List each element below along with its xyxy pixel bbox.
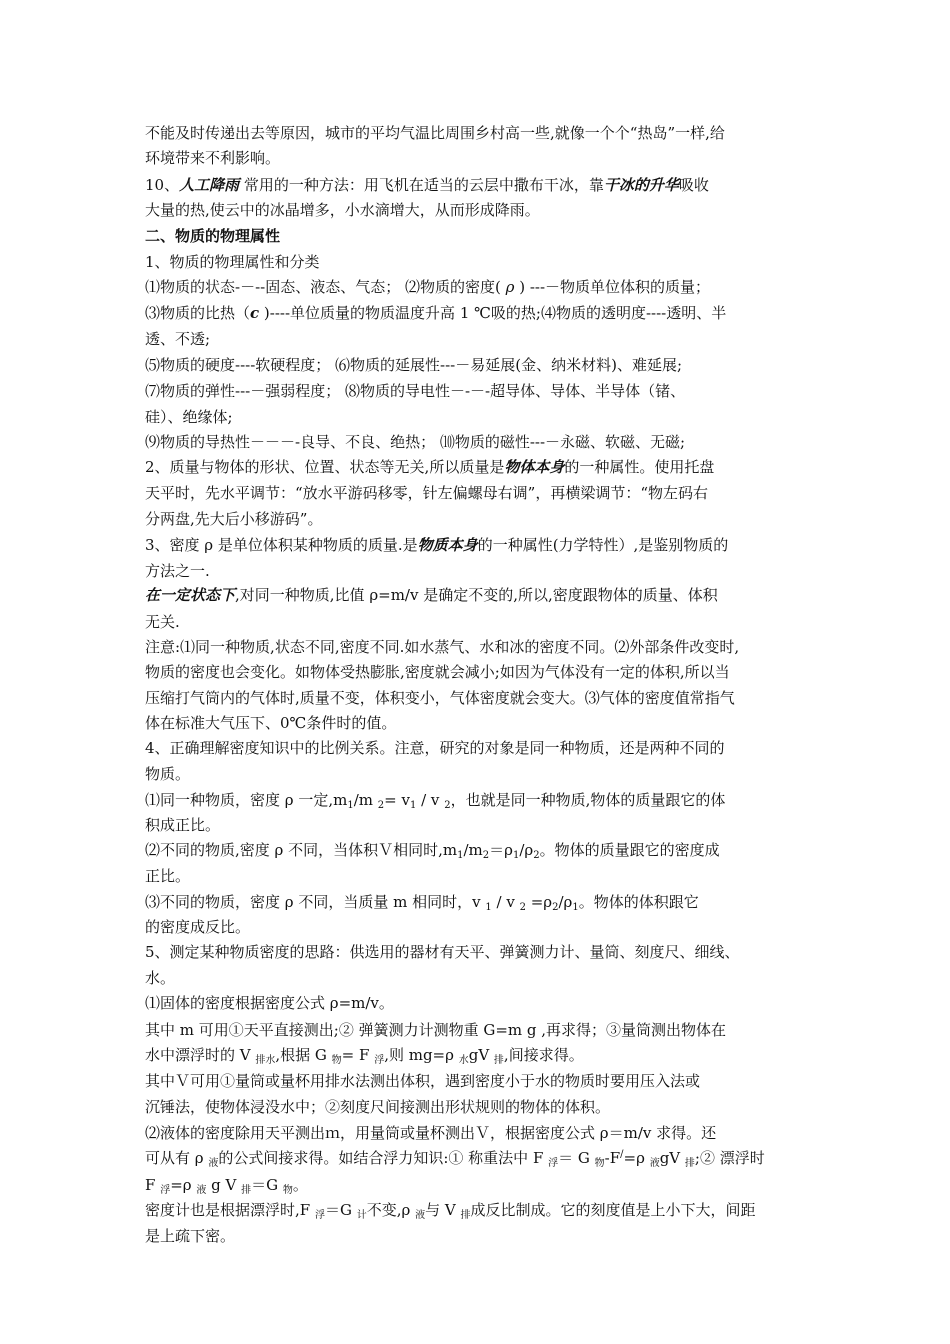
text-segment: ⑶物质的比热（ xyxy=(145,304,251,322)
text-segment: 物体本身 xyxy=(504,458,565,476)
text-segment: 。物体的体积跟它 xyxy=(578,893,699,911)
text-segment: 2 xyxy=(444,800,451,811)
text-line xyxy=(145,509,322,529)
text-segment: 不能及时传递出去等原因，城市的平均气温比周围乡村高一些,就像一个个“热岛”一样,给 xyxy=(145,124,725,142)
text-segment: 2、质量与物体的形状、位置、状态等无关,所以质量是 xyxy=(145,458,505,476)
text-segment: 。物体的质量跟它的密度成 xyxy=(539,841,720,859)
text-segment: 正比。 xyxy=(145,867,191,885)
text-segment: /ρ xyxy=(519,841,534,859)
text-line xyxy=(145,1226,235,1246)
text-segment: 其中 m 可用①天平直接测出;② 弹簧测力计测物重 G=m g ,再求得；③量筒测出物体在 xyxy=(145,1021,727,1039)
text-segment: ) ---－物质单位体积的质量； xyxy=(514,278,711,296)
text-segment: 的一种属性(力学特性）,是鉴别物质的 xyxy=(477,536,729,554)
text-segment: 体在标准大气压下、0℃条件时的值。 xyxy=(145,714,397,732)
text-segment: 3、密度 ρ 是单位体积某种物质的质量.是 xyxy=(145,536,418,554)
text-line xyxy=(145,457,714,477)
text-segment: 物 xyxy=(282,1185,293,1196)
text-segment: ⑴物质的状态-－--固态、液态、气态； ⑵物质的密度( xyxy=(145,278,506,296)
text-line xyxy=(145,917,250,937)
text-segment: =ρ xyxy=(170,1176,197,1194)
text-segment: 排 xyxy=(684,1158,695,1169)
text-segment: 排 xyxy=(493,1055,504,1066)
text-segment: 2 xyxy=(519,902,526,913)
text-segment: ,对同一种物质,比值 ρ=m/v 是确定不变的,所以,密度跟物体的质量、体积 xyxy=(235,586,718,604)
text-segment: 沉锤法，使物体浸没水中；②刻度尺间接测出形状规则的物体的体积。 xyxy=(145,1098,611,1116)
text-line xyxy=(145,840,720,860)
text-segment: 环境带来不利影响。 xyxy=(145,149,281,167)
text-line xyxy=(145,226,280,246)
text-segment: 浮 xyxy=(548,1158,559,1169)
text-segment: / v xyxy=(416,791,445,809)
text-segment: 1 xyxy=(512,850,520,861)
text-segment: 2 xyxy=(533,850,540,861)
text-segment: 人工降雨 xyxy=(179,176,240,194)
text-segment: gV xyxy=(468,1046,494,1064)
text-line xyxy=(145,1200,755,1220)
text-line xyxy=(145,277,710,297)
text-segment: ＝ G xyxy=(558,1149,595,1167)
text-segment: 物 xyxy=(594,1158,605,1169)
text-segment: ρ xyxy=(505,278,515,296)
text-line xyxy=(145,1020,726,1040)
text-segment: 2 xyxy=(377,800,385,811)
text-segment: 4、正确理解密度知识中的比例关系。注意，研究的对象是同一种物质，还是两种不同的 xyxy=(145,739,725,757)
text-segment: ⑶不同的物质，密度 ρ 不同，当质量 m 相同时，v xyxy=(145,893,486,911)
text-segment: F xyxy=(145,1176,161,1194)
text-line xyxy=(145,483,708,503)
text-segment: 二、物质的物理属性 xyxy=(145,227,281,245)
text-line xyxy=(145,355,682,375)
text-segment: 液 xyxy=(415,1210,426,1221)
text-line xyxy=(145,535,728,555)
text-segment: 成反比制成。它的刻度值是上小下大，间距 xyxy=(470,1201,756,1219)
text-segment: 的公式间接求得。如结合浮力知识:① 称重法中 F xyxy=(218,1149,549,1167)
text-segment: gV xyxy=(659,1149,685,1167)
text-segment: ＝G xyxy=(251,1176,283,1194)
text-segment: 物质本身 xyxy=(417,536,478,554)
text-segment: 物质。 xyxy=(145,765,191,783)
text-segment: 2 xyxy=(552,902,559,913)
text-line xyxy=(145,303,726,323)
text-segment: ⑵不同的物质,密度 ρ 不同，当体积Ｖ相同时,m xyxy=(145,841,458,859)
text-line xyxy=(145,713,396,733)
text-line xyxy=(145,892,699,912)
text-segment: ⑴固体的密度根据密度公式 ρ=m/v。 xyxy=(145,994,394,1012)
text-segment: 是上疏下密。 xyxy=(145,1227,236,1245)
text-line xyxy=(145,1045,584,1065)
text-segment: 的一种属性。使用托盘 xyxy=(564,458,715,476)
text-line xyxy=(145,612,180,632)
text-line xyxy=(145,637,739,657)
text-segment: 物 xyxy=(331,1055,342,1066)
text-segment: 物质的密度也会变化。如物体受热膨胀,密度就会减小;如因为气体没有一定的体积,所以当 xyxy=(145,663,730,681)
text-line xyxy=(145,252,320,272)
text-segment: 水 xyxy=(458,1055,469,1066)
text-segment: / xyxy=(620,1149,624,1160)
text-line xyxy=(145,407,233,427)
text-segment: ⑵液体的密度除用天平测出ｍ，用量筒或量杯测出Ｖ，根据密度公式 ρ＝m/v 求得。还 xyxy=(145,1124,717,1142)
text-segment: 。 xyxy=(292,1176,308,1194)
text-line xyxy=(145,148,280,168)
text-segment: ⑺物质的弹性---－强弱程度； ⑻物质的导电性－-－-超导体、导体、半导体（锗、 xyxy=(145,382,686,400)
text-segment: 其中Ｖ可用①量筒或量杯用排水法测出体积，遇到密度小于水的物质时要用压入法或 xyxy=(145,1072,701,1090)
text-segment: 10、 xyxy=(145,176,180,194)
text-segment: 1 xyxy=(409,800,417,811)
text-segment: 1 xyxy=(485,902,492,913)
text-line xyxy=(145,815,220,835)
text-segment: ＝G xyxy=(324,1201,357,1219)
text-segment: 2 xyxy=(482,850,490,861)
text-segment: 1 xyxy=(572,902,579,913)
text-segment: ;② 漂浮时 xyxy=(694,1149,765,1167)
text-segment: / v xyxy=(491,893,520,911)
text-line xyxy=(145,866,190,886)
text-line xyxy=(145,942,740,962)
text-line xyxy=(145,175,709,195)
text-segment: = v xyxy=(384,791,410,809)
text-segment: 水。 xyxy=(145,969,176,987)
text-segment: /ρ xyxy=(558,893,573,911)
text-segment: 硅）、绝缘体; xyxy=(145,408,233,426)
text-segment: 分两盘,先大后小移游码”。 xyxy=(145,510,323,528)
text-segment: ,则 mg=ρ xyxy=(384,1046,459,1064)
text-segment: 无关. xyxy=(145,613,180,631)
text-line xyxy=(145,432,685,452)
text-segment: 积成正比。 xyxy=(145,816,221,834)
text-segment: 大量的热,使云中的冰晶增多，小水滴增大，从而形成降雨。 xyxy=(145,201,540,219)
text-segment: 1、物质的物理属性和分类 xyxy=(145,253,320,271)
text-segment: 注意:⑴同一种物质,状态不同,密度不同.如水蒸气、水和冰的密度不同。⑵外部条件改变时, xyxy=(145,638,740,656)
text-segment: 干冰的升华 xyxy=(603,176,679,194)
text-segment: 液 xyxy=(196,1185,207,1196)
text-segment: /m xyxy=(353,791,378,809)
text-segment: 不变,ρ xyxy=(366,1201,416,1219)
text-segment: ,根据 G xyxy=(275,1046,332,1064)
text-segment: 在一定状态下 xyxy=(145,586,236,604)
text-line xyxy=(145,585,718,605)
text-segment: ,间接求得。 xyxy=(503,1046,584,1064)
text-segment: 液 xyxy=(208,1158,219,1169)
text-segment: /m xyxy=(463,841,483,859)
text-line xyxy=(145,381,685,401)
text-line xyxy=(145,968,175,988)
text-segment: 排水 xyxy=(255,1055,276,1066)
text-segment: ＝ρ xyxy=(489,841,513,859)
text-line xyxy=(145,123,725,143)
text-line xyxy=(145,993,394,1013)
text-segment: 浮 xyxy=(314,1210,325,1221)
text-line xyxy=(145,1175,308,1195)
text-segment: 透、不透; xyxy=(145,330,211,348)
text-line xyxy=(145,1097,610,1117)
text-segment: 计 xyxy=(356,1210,367,1221)
text-segment: 可从有 ρ xyxy=(145,1149,209,1167)
text-line xyxy=(145,790,725,810)
text-segment: ，也就是同一种物质,物体的质量跟它的体 xyxy=(450,791,726,809)
text-segment: 常用的一种方法：用飞机在适当的云层中撒布干冰，靠 xyxy=(239,176,604,194)
text-segment: 水中漂浮时的 V xyxy=(145,1046,256,1064)
text-segment: c xyxy=(250,304,260,322)
text-line xyxy=(145,1071,700,1091)
text-segment: 浮 xyxy=(374,1055,385,1066)
text-segment: 排 xyxy=(460,1210,471,1221)
text-segment: = F xyxy=(341,1046,375,1064)
text-segment: 浮 xyxy=(160,1185,171,1196)
text-segment: -F xyxy=(604,1149,621,1167)
text-segment: 方法之一. xyxy=(145,562,210,580)
text-line xyxy=(145,329,210,349)
text-segment: ⑴同一种物质，密度 ρ 一定,m xyxy=(145,791,348,809)
text-segment: 液 xyxy=(649,1158,660,1169)
text-segment: 吸收 xyxy=(678,176,709,194)
text-segment: 1 xyxy=(457,850,464,861)
text-segment: ⑸物质的硬度----软硬程度； ⑹物质的延展性---－易延展(金、纳米材料)、难延展; xyxy=(145,356,683,374)
text-segment: 与 V xyxy=(425,1201,461,1219)
text-segment: 的密度成反比。 xyxy=(145,918,251,936)
text-line xyxy=(145,688,735,708)
text-segment: 1 xyxy=(347,800,354,811)
text-segment: )----单位质量的物质温度升高 1 ℃吸的热;⑷物质的透明度----透明、半 xyxy=(259,304,727,322)
text-segment: =ρ xyxy=(525,893,553,911)
text-line xyxy=(145,764,190,784)
text-line xyxy=(145,561,210,581)
text-segment: ⑼物质的导热性－－－-良导、不良、绝热； ⑽物质的磁性---－永磁、软磁、无磁; xyxy=(145,433,686,451)
text-segment: g V xyxy=(206,1176,242,1194)
text-segment: 5、测定某种物质密度的思路：供选用的器材有天平、弹簧测力计、量筒、刻度尺、细线、 xyxy=(145,943,740,961)
text-segment: 排 xyxy=(241,1185,252,1196)
text-segment: 天平时，先水平调节：“放水平游码移零，针左偏螺母右调”，再横梁调节：“物左码右 xyxy=(145,484,709,502)
text-line xyxy=(145,1123,716,1143)
text-segment: 密度计也是根据漂浮时,F xyxy=(145,1201,315,1219)
text-segment: =ρ xyxy=(623,1149,650,1167)
text-segment: 压缩打气筒内的气体时,质量不变，体积变小，气体密度就会变大。⑶气体的密度值常指气 xyxy=(145,689,735,707)
text-line xyxy=(145,1148,765,1168)
text-line xyxy=(145,200,540,220)
text-line xyxy=(145,662,730,682)
text-line xyxy=(145,738,725,758)
